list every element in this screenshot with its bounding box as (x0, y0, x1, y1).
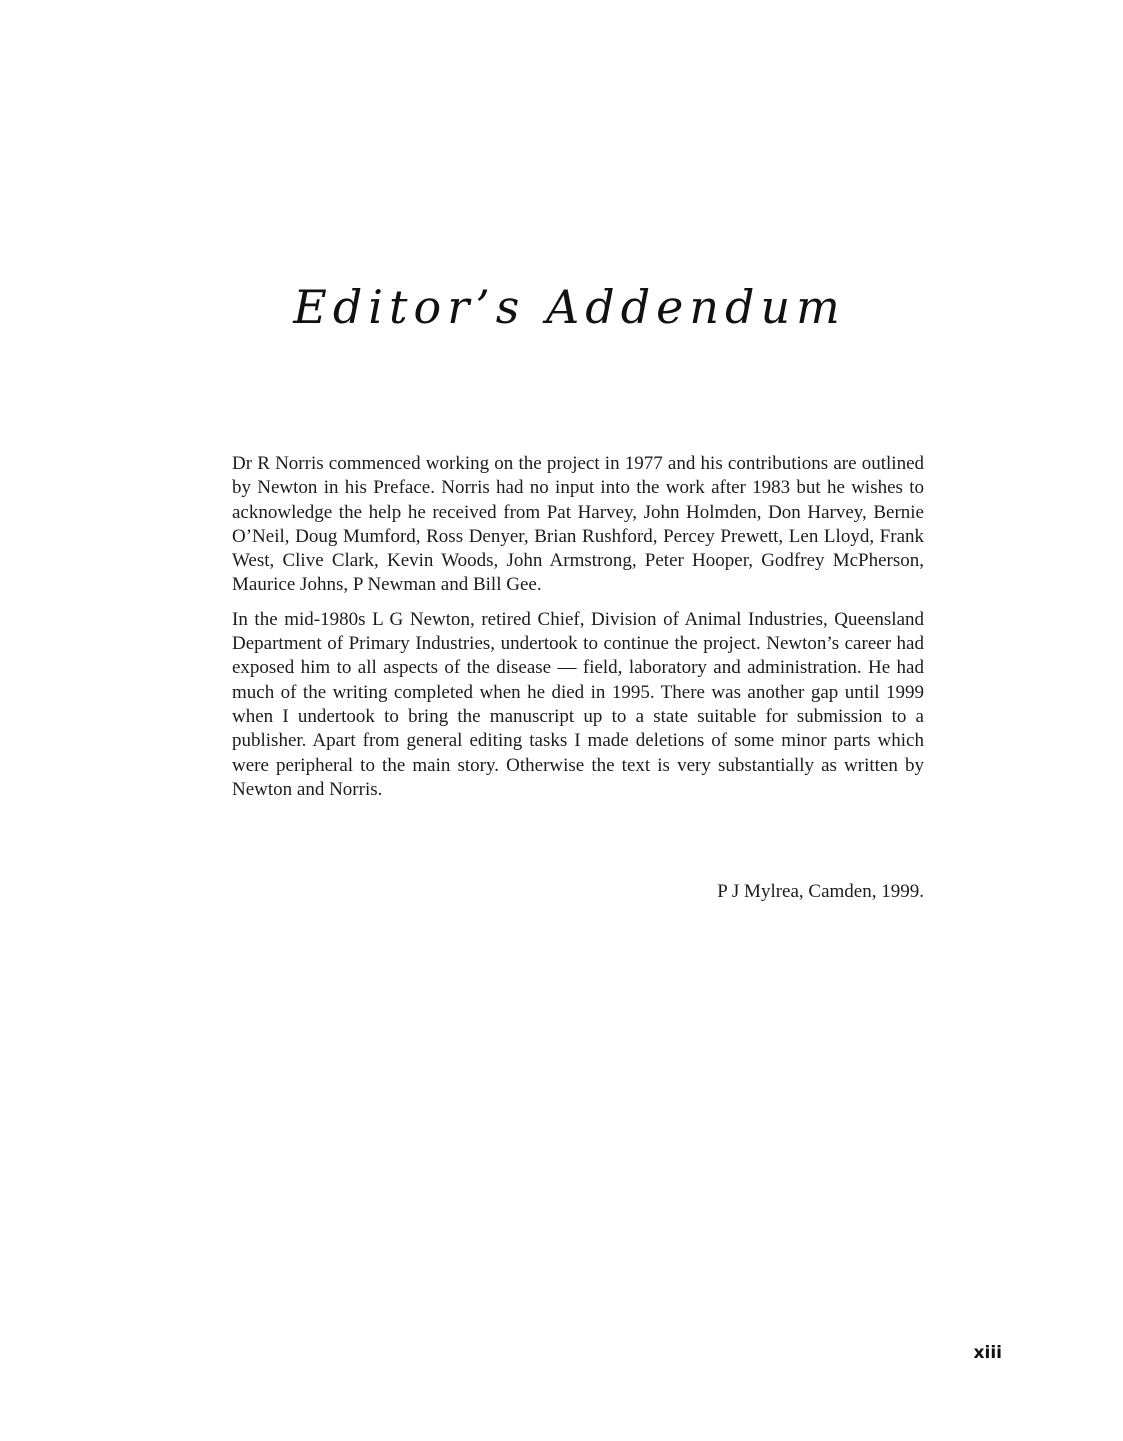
body-text (232, 452, 924, 812)
page-title: Editor’s Addendum (293, 280, 846, 334)
paragraph-acknowledgements: Dr R Norris commenced working on the project in 1977 and his contributions are outlined by Newton in his Preface. Norris had no input into the work after 1983 but he wishes to acknowledge the help he received from Pat Harvey, John Holmden, Don Harvey, Bernie O’Neil, Doug Mumford, Ross Denyer, Brian Rushford, Percey Prewett, Len Lloyd, Frank West, Clive Clark, Kevin Woods, John Armstrong, Peter Hooper, Godfrey McPherson, Maurice Johns, P Newman and Bill Gee. (232, 453, 924, 596)
signature: P J Mylrea, Camden, 1999. (717, 881, 924, 902)
page-number: xiii (973, 1343, 1002, 1363)
paragraph-history: In the mid-1980s L G Newton, retired Chief, Division of Animal Industries, Queensland Department of Primary Industries, undertook to continue the project. Newton’s career had exposed him to all aspects of the disease — field, laboratory and administration. He had much of the writing completed when he died in 1995. There was another gap until 1999 when I undertook to bring the manuscript up to a state suitable for submission to a publisher. Apart from general editing tasks I made deletions of some minor parts which were peripheral to the main story. Otherwise the text is very substantially as written by Newton and Norris. (232, 608, 924, 800)
